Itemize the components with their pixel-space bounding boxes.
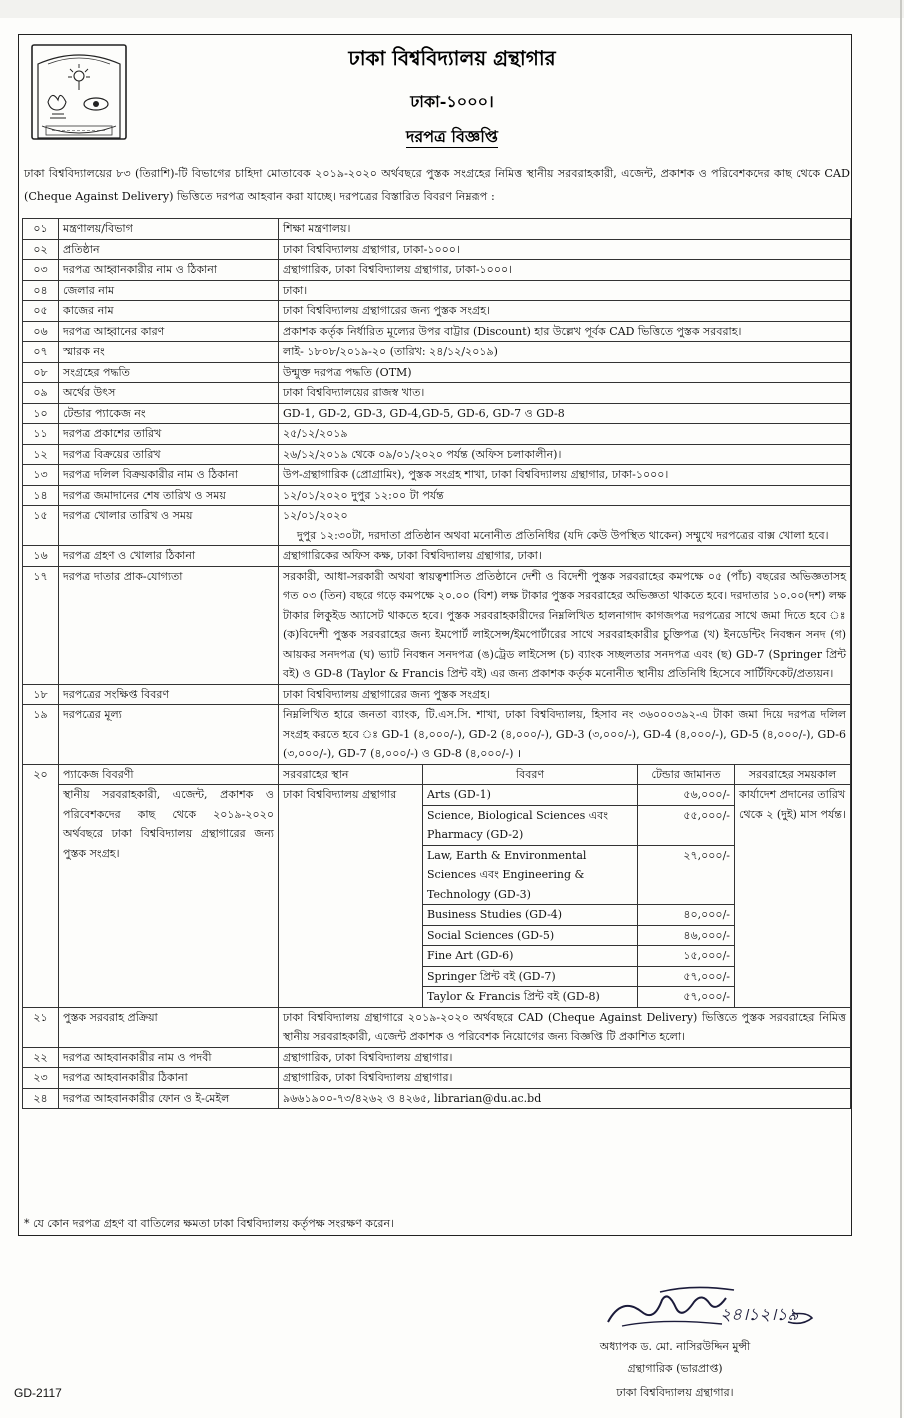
notice-heading-text: দরপত্র বিজ্ঞপ্তি — [406, 127, 498, 146]
row-number: ০৬ — [23, 321, 59, 342]
row-value: ঢাকা বিশ্ববিদ্যালয়ের রাজস্ব খাত। — [279, 383, 851, 404]
row-label: দরপত্র প্রকাশের তারিখ — [59, 424, 279, 445]
row-value: গ্রন্থাগারিক, ঢাকা বিশ্ববিদ্যালয় গ্রন্থাগার, ঢাকা-১০০০। — [279, 260, 851, 281]
row-value: নিম্নলিখিত হারে জনতা ব্যাংক, টি.এস.সি. শাখা, ঢাকা বিশ্ববিদ্যালয়, হিসাব নং ৩৬০০০৩৯২-এ টাকা জমা দিয়ে দরপত্র দলিল সংগ্রহ করতে হবে ঃ GD-1 (৪,০০০/-), GD-2 (৪,০০০/-), GD-3 (৩,০০০/-), GD-4 (৪,০০০/-), GD-5 (৪,০০০/-), GD-6 (৩,০০০/-), GD-7 (৪,০০০/-) ও GD-8 (৪,০০০/-) । — [279, 705, 851, 765]
col-header-description: বিবরণ — [423, 764, 638, 785]
page-title: ঢাকা বিশ্ববিদ্যালয় গ্রন্থাগার — [348, 46, 556, 70]
row-number: ২২ — [23, 1047, 59, 1068]
row-value: প্রকাশক কর্তৃক নির্ধারিত মূল্যের উপর বাট্টার (Discount) হার উল্লেখ পূর্বক CAD ভিত্তিতে পুস্তক সরবরাহ। — [279, 321, 851, 342]
scan-top-margin — [0, 0, 904, 18]
table-row — [23, 301, 851, 322]
row-label: দরপত্র আহ্বানকারীর নাম ও ঠিকানা — [59, 260, 279, 281]
row-number: ০৪ — [23, 280, 59, 301]
row-number: ০৩ — [23, 260, 59, 281]
table-row — [23, 383, 851, 404]
page-subtitle-address: ঢাকা-১০০০। — [410, 92, 494, 111]
row-label: দরপত্র জমাদানের শেষ তারিখ ও সময় — [59, 485, 279, 506]
row-label: প্রতিষ্ঠান — [59, 239, 279, 260]
row-label: সংগ্রহের পদ্ধতি — [59, 362, 279, 383]
package-item-fee: ৫৭,০০০/- — [638, 987, 735, 1008]
package-item-description: Arts (GD-1) — [423, 785, 638, 806]
package-place: ঢাকা বিশ্ববিদ্যালয় গ্রন্থাগার — [279, 785, 423, 1008]
intro-paragraph: ঢাকা বিশ্ববিদ্যালয়ের ৮৩ (তিরাশি)-টি বিভাগের চাহিদা মোতাবেক ২০১৯-২০২০ অর্থবছরে পুস্তক সংগ্রহের নিমিত্ত স্থানীয় সরবরাহকারী, এজেন্ট, প্রকাশক ও পরিবেশকদের কাছ থেকে CAD (Cheque Against Delivery) ভিত্তিতে দরপত্র আহবান করা যাচ্ছে। দরপত্রের বিস্তারিত বিবরণ নিম্নরূপ : — [24, 167, 850, 203]
row-value: ঢাকা বিশ্ববিদ্যালয় গ্রন্থাগারের জন্য পুস্তক সংগ্রহ। — [279, 684, 851, 705]
package-item-description: Science, Biological Sciences এবং Pharmacy (GD-2) — [423, 805, 638, 845]
table-row — [23, 465, 851, 486]
row-label: জেলার নাম — [59, 280, 279, 301]
table-row — [23, 485, 851, 506]
table-row — [23, 321, 851, 342]
opening-date: ১২/০১/২০২০ — [283, 509, 348, 522]
tender-details-table — [22, 218, 851, 1109]
table-row — [23, 444, 851, 465]
row-value: ঢাকা। — [279, 280, 851, 301]
row-value: উপ-গ্রন্থাগারিক (প্রোগ্রামিং), পুস্তক সংগ্রহ শাখা, ঢাকা বিশ্ববিদ্যালয় গ্রন্থাগার, ঢাকা-১০০০। — [279, 465, 851, 486]
footnote: * যে কোন দরপত্র গ্রহণ বা বাতিলের ক্ষমতা ঢাকা বিশ্ববিদ্যালয় কর্তৃপক্ষ সংরক্ষণ করেন। — [24, 1217, 394, 1230]
row-number: ১৯ — [23, 705, 59, 765]
row-number: ১৬ — [23, 546, 59, 567]
table-row — [23, 362, 851, 383]
scan-right-edge — [900, 0, 902, 1418]
row-value — [279, 506, 851, 546]
row-number: ১২ — [23, 444, 59, 465]
reference-code: GD-2117 — [14, 1386, 62, 1400]
row-value: ঢাকা বিশ্ববিদ্যালয় গ্রন্থাগারে ২০১৯-২০২০ অর্থবছরে CAD (Cheque Against Delivery) ভিত্তিতে পুস্তক সরবরাহের নিমিত্ত স্থানীয় সরবরাহকারী, এজেন্ট প্রকাশক ও পরিবেশক নিয়োগের জন্য বিজ্ঞপ্তি টি প্রকাশিত হলো। — [279, 1007, 851, 1047]
row-label: মন্ত্রণালয়/বিভাগ — [59, 219, 279, 240]
row-number: ২১ — [23, 1007, 59, 1047]
row-number: ০৫ — [23, 301, 59, 322]
row-number: ১৪ — [23, 485, 59, 506]
row-value: শিক্ষা মন্ত্রণালয়। — [279, 219, 851, 240]
row-value: ঢাকা বিশ্ববিদ্যালয় গ্রন্থাগার, ঢাকা-১০০০। — [279, 239, 851, 260]
table-row — [23, 1007, 851, 1047]
package-item-fee: ৪৬,০০০/- — [638, 925, 735, 946]
table-row — [23, 506, 851, 546]
row-value: ৯৬৬১৯০০-৭৩/৪২৬২ ও ৪২৬৫, librarian@du.ac.bd — [279, 1088, 851, 1109]
package-item-fee: ৫৭,০০০/- — [638, 966, 735, 987]
table-row — [23, 684, 851, 705]
col-header-period: সরবরাহের সময়কাল — [735, 764, 851, 785]
table-row — [23, 1088, 851, 1109]
row-value: ২৬/১২/২০১৯ থেকে ০৯/০১/২০২০ পর্যন্ত (অফিস চলাকালীন)। — [279, 444, 851, 465]
opening-time-details: দুপুর ১২:৩০টা, দরদাতা প্রতিষ্ঠান অথবা মনোনীত প্রতিনিধির (যদি কেউ উপস্থিত থাকেন) সম্মুখে দরপত্রের বাক্স খোলা হবে। — [297, 528, 829, 542]
package-item-fee: ৫৬,০০০/- — [638, 785, 735, 806]
row-value: লাই- ১৮০৮/২০১৯-২০ (তারিখ: ২৪/১২/২০১৯) — [279, 342, 851, 363]
row-number: ২৪ — [23, 1088, 59, 1109]
row-label: দরপত্র খোলার তারিখ ও সময় — [59, 506, 279, 546]
row-number: ০৯ — [23, 383, 59, 404]
row-label: অর্থের উৎস — [59, 383, 279, 404]
row-label: কাজের নাম — [59, 301, 279, 322]
signature-icon — [602, 1282, 817, 1338]
package-description: স্থানীয় সরবরাহকারী, এজেন্ট, প্রকাশক ও পরিবেশকদের কাছ থেকে ২০১৯-২০২০ অর্থবছরে ঢাকা বিশ্ববিদ্যালয় গ্রন্থাগারের জন্য পুস্তক সংগ্রহ। — [59, 785, 279, 1008]
row-label: দরপত্র আহ্বানের কারণ — [59, 321, 279, 342]
package-item-description: Business Studies (GD-4) — [423, 905, 638, 926]
package-item-fee: ৪০,০০০/- — [638, 905, 735, 926]
row-number: ১১ — [23, 424, 59, 445]
table-row — [23, 705, 851, 765]
row-number: ০২ — [23, 239, 59, 260]
row-value: ২৫/১২/২০১৯ — [279, 424, 851, 445]
row-label: দরপত্র বিক্রয়ের তারিখ — [59, 444, 279, 465]
package-item-description: Taylor & Francis প্রিন্ট বই (GD-8) — [423, 987, 638, 1008]
package-period: কার্যাদেশ প্রদানের তারিখ থেকে ২ (দুই) মাস পর্যন্ত। — [735, 785, 851, 1008]
package-item-description: Springer প্রিন্ট বই (GD-7) — [423, 966, 638, 987]
notice-heading — [0, 124, 904, 151]
package-item-row — [23, 785, 851, 806]
row-value: ঢাকা বিশ্ববিদ্যালয় গ্রন্থাগারের জন্য পুস্তক সংগ্রহ। — [279, 301, 851, 322]
table-row — [23, 546, 851, 567]
row-value: গ্রন্থাগারিকের অফিস কক্ষ, ঢাকা বিশ্ববিদ্যালয় গ্রন্থাগার, ঢাকা। — [279, 546, 851, 567]
signatory-organization: ঢাকা বিশ্ববিদ্যালয় গ্রন্থাগার। — [616, 1386, 734, 1399]
package-item-description: Law, Earth & Environmental Sciences এবং Engineering & Technology (GD-3) — [423, 845, 638, 905]
package-item-fee: ২৭,০০০/- — [638, 845, 735, 905]
row-number: ০৮ — [23, 362, 59, 383]
row-label: দরপত্র দাতার প্রাক-যোগ্যতা — [59, 566, 279, 684]
package-item-description: Social Sciences (GD-5) — [423, 925, 638, 946]
package-item-fee: ১৫,০০০/- — [638, 946, 735, 967]
col-header-fee: টেন্ডার জামানত — [638, 764, 735, 785]
row-number: ১৫ — [23, 506, 59, 546]
package-header-row — [23, 764, 851, 785]
package-label: প্যাকেজ বিবরণী — [59, 764, 279, 785]
table-row — [23, 1068, 851, 1089]
row-label: স্মারক নং — [59, 342, 279, 363]
row-label: দরপত্র আহবানকারীর ফোন ও ই-মেইল — [59, 1088, 279, 1109]
signatory-name: অধ্যাপক ড. মো. নাসিরউদ্দিন মুন্সী — [599, 1340, 751, 1353]
row-label: দরপত্র আহবানকারীর নাম ও পদবী — [59, 1047, 279, 1068]
table-row — [23, 1047, 851, 1068]
row-number: ১৭ — [23, 566, 59, 684]
row-value: গ্রন্থাগারিক, ঢাকা বিশ্ববিদ্যালয় গ্রন্থাগার। — [279, 1047, 851, 1068]
package-item-fee: ৫৫,০০০/- — [638, 805, 735, 845]
table-row — [23, 403, 851, 424]
signatory-title: গ্রন্থাগারিক (ভারপ্রাপ্ত) — [627, 1362, 723, 1375]
row-number: ১৮ — [23, 684, 59, 705]
table-row — [23, 342, 851, 363]
row-number: ০৭ — [23, 342, 59, 363]
row-label: পুস্তক সরবরাহ প্রক্রিয়া — [59, 1007, 279, 1047]
row-label: দরপত্রের সংক্ষিপ্ত বিবরণ — [59, 684, 279, 705]
row-value: গ্রন্থাগারিক, ঢাকা বিশ্ববিদ্যালয় গ্রন্থাগার। — [279, 1068, 851, 1089]
row-number: ০১ — [23, 219, 59, 240]
row-number: ১০ — [23, 403, 59, 424]
row-value: সরকারী, আধা-সরকারী অথবা স্বায়ত্বশাসিত প্রতিষ্ঠানে দেশী ও বিদেশী পুস্তক সরবরাহের কমপক্ষে ০৫ (পাঁচ) বছরের অভিজ্ঞতাসহ গত ০৩ (তিন) বছরে গড়ে কমপক্ষে ২০.০০ (বিশ) লক্ষ টাকার পুস্তক সরবরাহের অভিজ্ঞতা থাকতে হবে। দরদাতার ১০.০০(দশ) লক্ষ টাকার লিকুইড অ্যাসেট থাকতে হবে। পুস্তক সরবরাহকারীদের নিম্নলিখিত হালনাগাদ কাগজপত্র দরপত্রের সাথে জমা দিতে হবে ঃ (ক)বিদেশী পুস্তক সরবরাহের জন্য ইমপোর্ট লাইসেন্স/ইমপোর্টারের সাথে সরবরাহকারীর চুক্তিপত্র (খ) ইনডেন্টিং নিবন্ধন সনদ (গ) আয়কর সনদপত্র (ঘ) ভ্যাট নিবন্ধন সনদপত্র (ঙ)ট্রেড লাইসেন্স (চ) ব্যাংক সচ্ছলতার সনদপত্র এবং (ছ) GD-7 (Springer প্রিন্ট বই) ও GD-8 (Taylor & Francis প্রিন্ট বই) এর জন্য প্রকাশক কর্তৃক মনোনীত স্থানীয় প্রতিনিধি হিসেবে সার্টিফিকেট/প্রত্যয়ন। — [279, 566, 851, 684]
package-item-description: Fine Art (GD-6) — [423, 946, 638, 967]
row-number: ১৩ — [23, 465, 59, 486]
table-row — [23, 260, 851, 281]
col-header-place: সরবরাহের স্থান — [279, 764, 423, 785]
row-label: দরপত্র আহবানকারীর ঠিকানা — [59, 1068, 279, 1089]
row-label: টেন্ডার প্যাকেজ নং — [59, 403, 279, 424]
row-number: ২৩ — [23, 1068, 59, 1089]
row-number: ২০ — [23, 764, 59, 1007]
row-value: উন্মুক্ত দরপত্র পদ্ধতি (OTM) — [279, 362, 851, 383]
row-value: GD-1, GD-2, GD-3, GD-4,GD-5, GD-6, GD-7 ও GD-8 — [279, 403, 851, 424]
signature-date: ২৪।১২।১৯ — [720, 1305, 799, 1325]
table-row — [23, 424, 851, 445]
table-row — [23, 566, 851, 684]
row-label: দরপত্র গ্রহণ ও খোলার ঠিকানা — [59, 546, 279, 567]
table-row — [23, 280, 851, 301]
table-row — [23, 239, 851, 260]
row-value: ১২/০১/২০২০ দুপুর ১২:০০ টা পর্যন্ত — [279, 485, 851, 506]
table-row — [23, 219, 851, 240]
row-label: দরপত্র দলিল বিক্রয়কারীর নাম ও ঠিকানা — [59, 465, 279, 486]
row-label: দরপত্রের মূল্য — [59, 705, 279, 765]
